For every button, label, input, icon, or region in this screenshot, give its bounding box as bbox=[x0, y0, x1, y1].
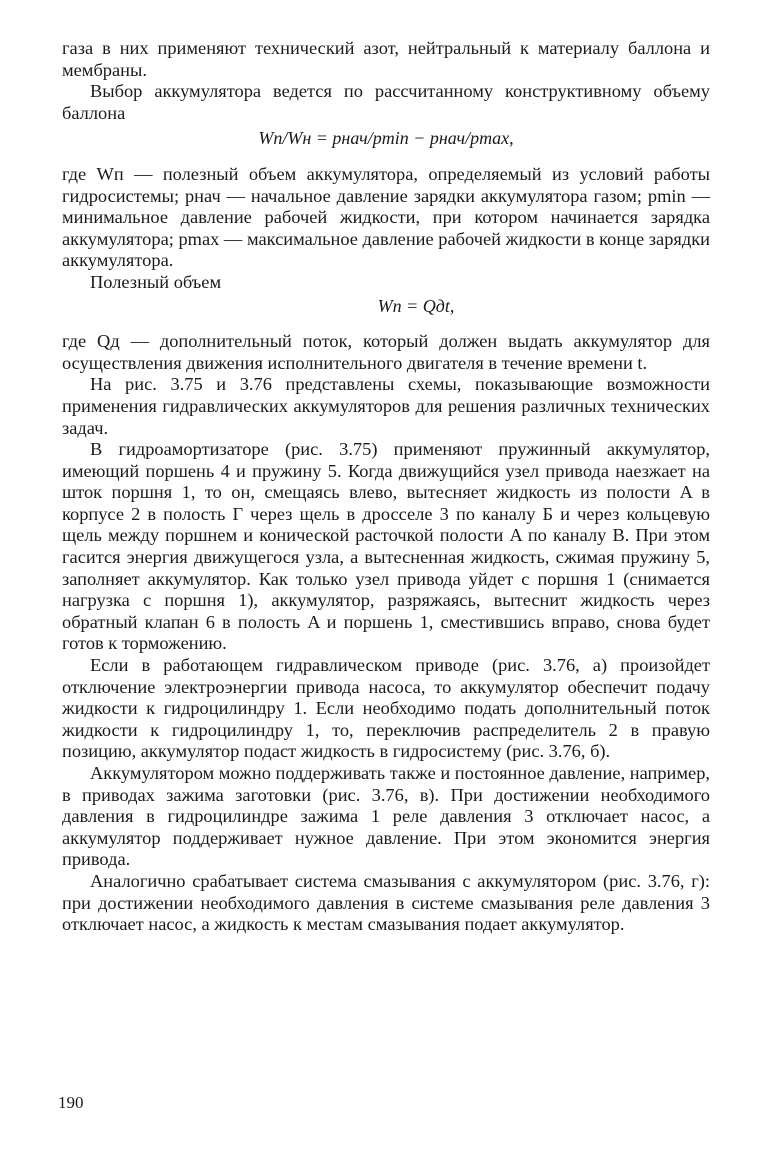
paragraph-3: где Wп — полезный объем аккумулятора, определяемый из условий работы гидросистемы; pнач — начальное давление зарядки аккумулятора газом; pmin — минимальное давление рабочей жидкости, при котором начинается зарядка аккумулятора; pmax — максимальное давление рабочей жидкости в конце зарядки аккумулятора. bbox=[62, 163, 710, 271]
paragraph-7: В гидроамортизаторе (рис. 3.75) применяют пружинный аккумулятор, имеющий поршень 4 и пружину 5. Когда движущийся узел привода наезжает на шток поршня 1, то он, смещаясь влево, вытесняет жидкость из полости A в корпусе 2 в полость Г через щель в дросселе 3 по каналу Б и через кольцевую щель между поршнем и конической расточкой полости A по каналу B. При этом гасится энергия движущегося узла, а вытесненная жидкость, сжимая пружину 5, заполняет аккумулятор. Как только узел привода уйдет с поршня 1 (снимается нагрузка с поршня 1), аккумулятор, разряжаясь, вытеснит жидкость через обратный клапан 6 в полость A и поршень 1, сместившись вправо, снова будет готов к торможению. bbox=[62, 439, 710, 654]
paragraph-4: Полезный объем bbox=[90, 271, 222, 292]
paragraph-8: Если в работающем гидравлическом приводе (рис. 3.76, а) произойдет отключение электроэнергии привода насоса, то аккумулятор обеспечит подачу жидкости к гидроцилиндру 1. Если необходимо подать дополнительный поток жидкости к гидроцилиндру 1, то, переключив распределитель 2 в правую позицию, аккумулятор подаст жидкость в гидросистему (рис. 3.76, б). bbox=[62, 655, 710, 762]
formula-useful-volume: Wп = Qдt, bbox=[377, 295, 455, 316]
page-number: 190 bbox=[58, 1093, 84, 1112]
paragraph-9: Аккумулятором можно поддерживать также и постоянное давление, например, в приводах зажима заготовки (рис. 3.76, в). При достижении необходимого давления в гидроцилиндре зажима 1 реле давления 3 отключает насос, а аккумулятор поддерживает нужное давление. При этом экономится энергия привода. bbox=[62, 763, 710, 870]
formula-volume-ratio: Wп/Wн = pнач/pmin − pнач/pmax, bbox=[258, 128, 514, 149]
paragraph-1: газа в них применяют технический азот, нейтральный к материалу баллона и мембраны. bbox=[62, 38, 710, 80]
paragraph-10: Аналогично срабатывает система смазывания с аккумулятором (рис. 3.76, г): при достижении необходимого давления в системе смазывания реле давления 3 отключает насос, а жидкость к местам смазывания подает аккумулятор. bbox=[62, 870, 710, 935]
body-text bbox=[62, 38, 710, 936]
paragraph-2: Выбор аккумулятора ведется по рассчитанному конструктивному объему баллона bbox=[62, 81, 710, 123]
paragraph-6: На рис. 3.75 и 3.76 представлены схемы, показывающие возможности применения гидравлических аккумуляторов для решения различных технических задач. bbox=[62, 374, 710, 438]
paragraph-5: где Qд — дополнительный поток, который должен выдать аккумулятор для осуществления движения исполнительного двигателя в течение времени t. bbox=[62, 331, 710, 373]
